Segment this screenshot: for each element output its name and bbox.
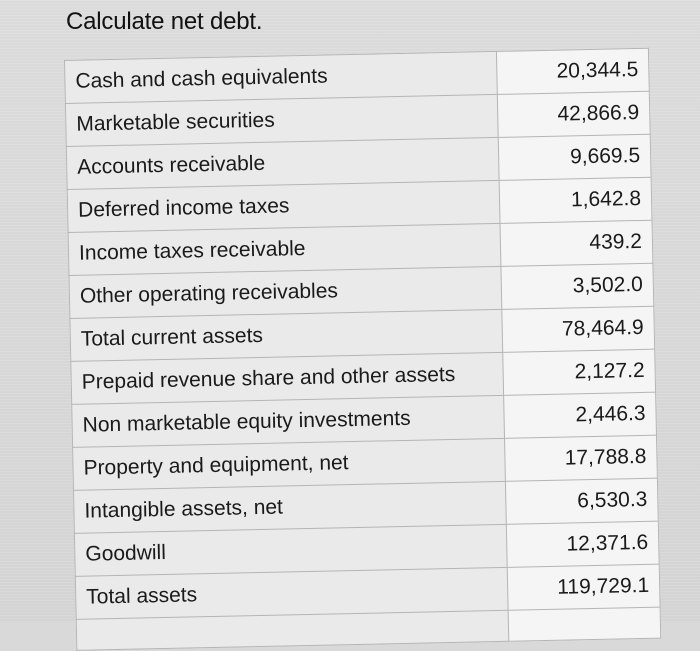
row-value: 3,502.0: [501, 263, 653, 309]
row-value: 20,344.5: [497, 48, 649, 94]
row-label: Intangible assets, net: [74, 481, 507, 533]
row-value: 78,464.9: [502, 306, 654, 352]
row-label: Non marketable equity investments: [72, 395, 505, 447]
row-value: 1,642.8: [500, 177, 652, 223]
assets-table: [64, 48, 661, 651]
row-value: 42,866.9: [498, 91, 650, 137]
row-value: 119,729.1: [508, 564, 660, 610]
row-label: Total assets: [75, 567, 508, 619]
row-value: 2,127.2: [503, 349, 655, 395]
row-value: 2,446.3: [504, 392, 656, 438]
empty-cell: [509, 607, 661, 641]
row-label: Goodwill: [74, 524, 507, 576]
question-prompt: Calculate net debt.: [66, 8, 263, 35]
row-value: 6,530.3: [506, 478, 658, 524]
row-label: Accounts receivable: [66, 137, 499, 189]
balance-sheet: [64, 47, 686, 630]
row-label: Income taxes receivable: [68, 223, 501, 275]
row-value: 9,669.5: [499, 134, 651, 180]
row-label: Prepaid revenue share and other assets: [71, 352, 504, 404]
row-value: 17,788.8: [505, 435, 657, 481]
row-value: 12,371.6: [507, 521, 659, 567]
row-label: Cash and cash equivalents: [65, 51, 498, 103]
row-label: Marketable securities: [65, 94, 498, 146]
row-label: Other operating receivables: [69, 266, 502, 318]
row-label: Total current assets: [70, 309, 503, 361]
row-label: Deferred income taxes: [67, 180, 500, 232]
row-value: 439.2: [500, 220, 652, 266]
row-label: Property and equipment, net: [73, 438, 506, 490]
